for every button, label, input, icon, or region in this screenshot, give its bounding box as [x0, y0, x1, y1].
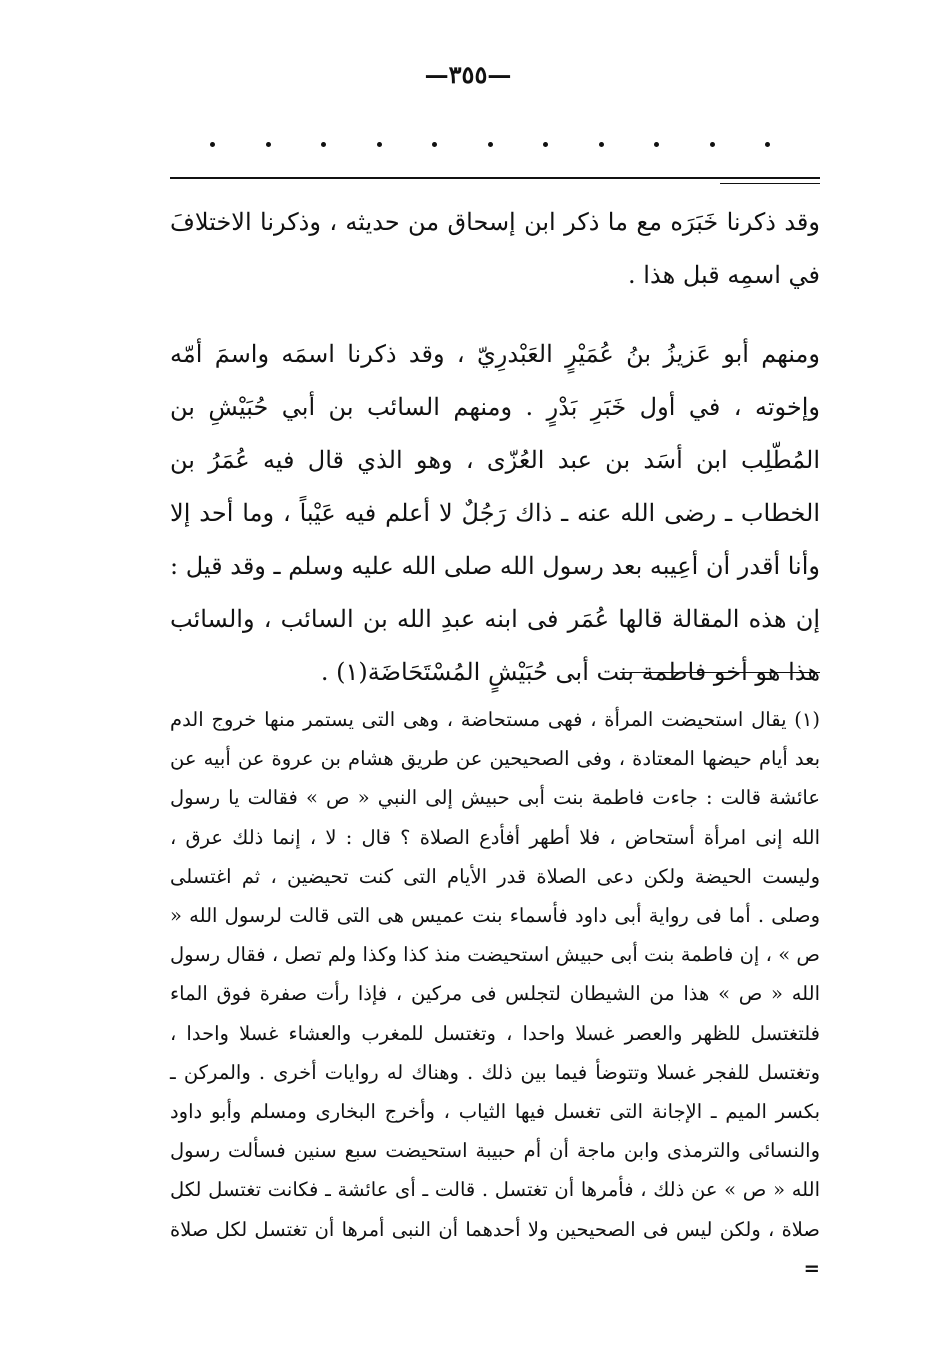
header-rule-tail — [720, 183, 820, 184]
footnote-body — [170, 700, 820, 1288]
paragraph: ومنهم أبو عَزيزُ بنُ عُمَيْرٍ العَبْدرِيّ ، وقد ذكرنا اسمَه واسمَ أمّه وإخوته ، في أول خَبَرِ بَدْرٍ . ومنهم السائب بن أبي حُبَيْشِ بن المُطّلِب ابن أسَد بن عبد العُزّى ، وهو الذي قال فيه عُمَرُ بن الخطاب ـ رضى الله عنه ـ ذاك رَجُلٌ لا أعلم فيه عَيْباً ، وما أحد إلا وأنا أقدر أن أعِيبه بعد رسول الله صلى الله عليه وسلم ـ وقد قيل : إن هذه المقالة قالها عُمَر فى ابنه عبدِ الله بن السائب ، والسائب هذا هو أخو فاطمة بنت أبى حُبَيْشٍ المُسْتَحَاضَة(١) . — [170, 340, 820, 686]
ornament-dot — [210, 142, 215, 147]
ornament-dot — [432, 142, 437, 147]
ornament-dot — [765, 142, 770, 147]
footnote-text: (١) يقال استحيضت المرأة ، فهى مستحاضة ، وهى التى يستمر منها خروج الدم بعد أيام حيضها المعتادة ، وفى الصحيحين عن طريق هشام بن عروة عن أبيه عن عائشة قالت : جاءت فاطمة بنت أبى حبيش إلى النبي « ص » فقالت يا رسول الله إنى امرأة أستحاض ، فلا أطهر أفأدع الصلاة ؟ قال : لا ، إنما ذلك عرق ، وليست الحيضة ولكن دعى الصلاة قدر الأيام التى كنت تحيضين ، ثم اغتسلى وصلى . أما فى رواية أبى داود فأسماء بنت عميس هى التى قالت لرسول الله « ص » ، إن فاطمة بنت أبى حبيش استحيضت منذ كذا وكذا ولم تصل ، فقال رسول الله « ص » هذا من الشيطان لتجلس فى مركين ، فإذا رأت صفرة فوق الماء فلتغتسل للظهر والعصر غسلا واحدا ، وتغتسل للمغرب والعشاء غسلا واحدا ، وتغتسل للفجر غسلا وتتوضأ فيما بين ذلك . وهناك له روايات أخرى . والمركن ـ بكسر الميم ـ الإجانة التى تغسل فيها الثياب ، وأخرج البخارى ومسلم وأبو داود والنسائى والترمذى وابن ماجة أن أم حبيبة استحيضت سبع سنين فسألت رسول الله « ص » عن ذلك ، فأمرها أن تغتسل . قالت ـ أى عائشة ـ فكانت تغتسل لكل صلاة ، ولكن ليس فى الصحيحين ولا أحدهما أن النبى أمرها أن تغتسل لكل صلاة — [170, 708, 820, 1241]
ornament-dot — [599, 142, 604, 147]
continuation-mark: = — [803, 1256, 820, 1280]
paragraph: وقد ذكرنا خَبَرَه مع ما ذكر ابن إسحاق من حديثه ، وذكرنا الاختلافَ في اسمِه قبل هذا . — [170, 208, 820, 289]
ornament-dot — [543, 142, 548, 147]
ornament-dot — [321, 142, 326, 147]
footnote — [170, 700, 820, 1288]
ornament-dot — [488, 142, 493, 147]
main-text — [170, 196, 820, 699]
header-rule — [170, 177, 820, 179]
ornament-dots — [210, 142, 770, 147]
page-number: —٣٥٥— — [424, 60, 512, 89]
ornament-dot — [710, 142, 715, 147]
ornament-dot — [377, 142, 382, 147]
ornament-dot — [266, 142, 271, 147]
ornament-dot — [654, 142, 659, 147]
footnote-rule — [620, 672, 820, 673]
